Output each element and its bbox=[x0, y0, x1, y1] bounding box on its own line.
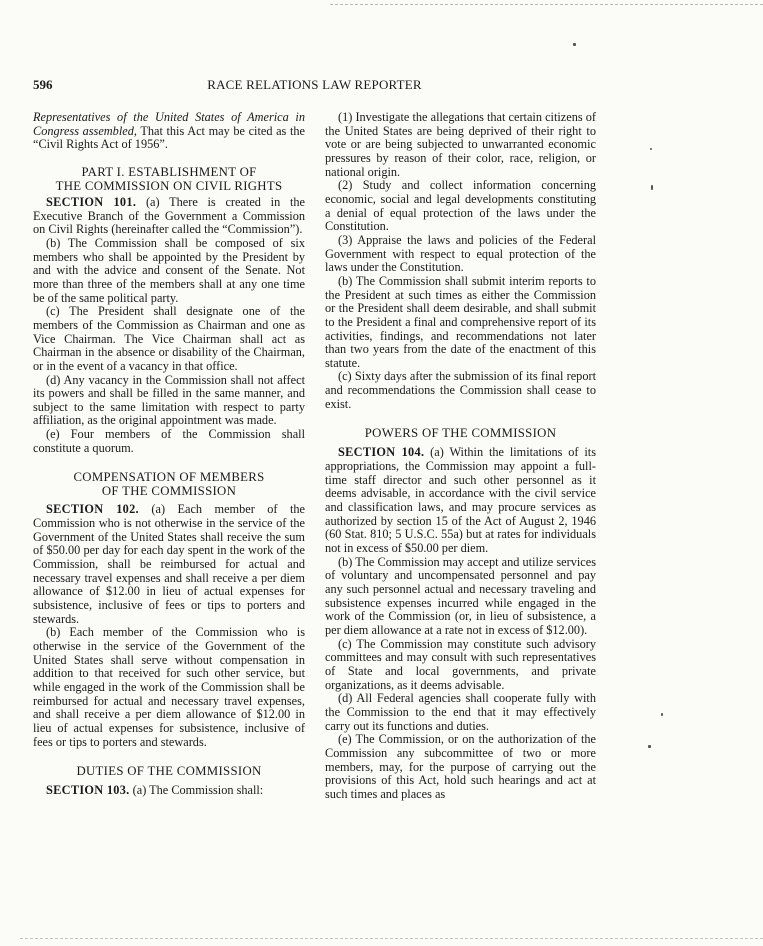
section-101-c: (c) The President shall designate one of the members of the Commission as Chairman and one as Vice Chairman. The Vice Chairman shall act as Chairman in the absence or disability of the Chairman, or in the event of a vacancy in that office. bbox=[33, 304, 305, 373]
section-103-a-2: (2) Study and collect information concerning economic, social and legal developments constituting a denial of equal protection of the laws under the Constitution. bbox=[325, 178, 596, 234]
scan-speck bbox=[650, 148, 652, 150]
section-101-label: SECTION 101. bbox=[46, 194, 137, 209]
part-heading-line2: THE COMMISSION ON CIVIL RIGHTS bbox=[55, 178, 283, 193]
compensation-heading bbox=[33, 470, 305, 498]
section-104-e: (e) The Commission, or on the authorization of the Commission any subcommittee of two or more members, may, for the purpose of carrying out the provisions of this Act, hold such hearings and act at such times and places as bbox=[325, 732, 596, 801]
duties-heading: DUTIES OF THE COMMISSION bbox=[76, 764, 262, 779]
enacting-clause-rest: That this Act may be cited as the “Civil Rights Act of 1956”. bbox=[33, 123, 305, 152]
top-edge-dashes bbox=[330, 4, 763, 5]
section-103-a-1: (1) Investigate the allegations that certain citizens of the United States are being deprived of their right to vote or are being subjected to unwarranted economic pressures by reason of their color, race, religion, or national origin. bbox=[325, 110, 596, 179]
part-heading-line1: PART I. ESTABLISHMENT OF bbox=[81, 164, 257, 179]
page-number: 596 bbox=[33, 77, 53, 92]
section-103-c: (c) Sixty days after the submission of its final report and recommendations the Commission shall cease to exist. bbox=[325, 369, 596, 411]
enacting-clause bbox=[33, 111, 305, 152]
bottom-edge-dashes bbox=[20, 938, 763, 939]
section-103-label: SECTION 103. bbox=[46, 783, 130, 798]
scan-speck bbox=[661, 713, 663, 716]
section-104-d: (d) All Federal agencies shall cooperate fully with the Commission to the end that it may effectively carry out its functions and duties. bbox=[325, 691, 596, 733]
section-101-a bbox=[33, 196, 305, 237]
section-104-b: (b) The Commission may accept and utilize services of voluntary and uncompensated personnel and pay any such personnel actual and necessary traveling and subsistence expenses incurred while engaged in the work of the Commission (or, in lieu of subsistence, a per diem allowance at a rate not in excess of $12.00). bbox=[325, 554, 596, 637]
section-103-a bbox=[33, 784, 305, 798]
running-head: RACE RELATIONS LAW REPORTER bbox=[207, 77, 422, 92]
scan-speck bbox=[651, 185, 653, 190]
section-102-b: (b) Each member of the Commission who is otherwise in the service of the Government of the United States shall serve without compensation in addition to that received for such other service, but while engaged in the work of the Commission shall be reimbursed for actual and necessary travel expenses, and shall receive a per diem allowance of $12.00 in lieu of actual expenses for subsistence, inclusive of fees or tips to porters and stewards. bbox=[33, 625, 305, 749]
scan-speck bbox=[648, 745, 651, 748]
section-104-a-text: (a) Within the limitations of its appropriations, the Commission may appoint a full-time staff director and such other personnel as it deems advisable, in accordance with the civil service and classification laws, and may procure services as authorized by section 15 of the Act of August 2, 1946 (60 Stat. 810; 5 U.S.C. 55a) but at rates for individuals not in excess of $50.00 per diem. bbox=[325, 445, 596, 556]
section-101-d: (d) Any vacancy in the Commission shall not affect its powers and shall be filled in the same manner, and subject to the same limitation with respect to party affiliation, as the original appointment was made. bbox=[33, 372, 305, 428]
section-104-c: (c) The Commission may constitute such advisory committees and may consult with such representatives of State and local governments, and private organizations, as it deems advisable. bbox=[325, 636, 596, 692]
compensation-heading-line2: OF THE COMMISSION bbox=[101, 484, 237, 499]
section-102-label: SECTION 102. bbox=[46, 502, 139, 517]
page-header bbox=[33, 77, 596, 95]
section-103-a-3: (3) Appraise the laws and policies of the Federal Government with respect to equal protection of the laws under the Constitution. bbox=[325, 232, 596, 275]
section-104-a bbox=[325, 446, 596, 555]
section-102-a-text: (a) Each member of the Commission who is not otherwise in the service of the Government of the United States shall receive the sum of $50.00 per day for each day spent in the work of the Commission, shall be reimbursed for actual and necessary travel expenses and shall receive a per diem allowance of $12.00 in lieu of actual expenses for subsistence, inclusive of fees or tips to porters and stewards. bbox=[33, 502, 305, 626]
section-101-a-text: (a) There is created in the Executive Branch of the Government a Commission on Civil Rights (hereinafter called the “Commission”). bbox=[33, 194, 305, 237]
scan-speck bbox=[573, 43, 576, 46]
enacting-clause-italic: Representatives of the United States of America in Congress assembled, bbox=[33, 110, 305, 138]
right-column bbox=[325, 111, 596, 802]
section-102-a bbox=[33, 503, 305, 626]
left-column bbox=[33, 111, 305, 798]
section-103-a-text: (a) The Commission shall: bbox=[129, 783, 264, 798]
part-heading bbox=[33, 165, 305, 193]
compensation-heading-line1: COMPENSATION OF MEMBERS bbox=[73, 470, 265, 485]
powers-heading: POWERS OF THE COMMISSION bbox=[364, 426, 557, 441]
section-101-e: (e) Four members of the Commission shall constitute a quorum. bbox=[33, 427, 305, 455]
section-101-b: (b) The Commission shall be composed of six members who shall be appointed by the President by and with the advice and consent of the Senate. Not more than three of the members shall at any one time be of the same political party. bbox=[33, 235, 305, 305]
section-104-label: SECTION 104. bbox=[338, 445, 425, 460]
section-103-b: (b) The Commission shall submit interim reports to the President at such times as either the Commission or the President shall deem desirable, and shall submit to the President a final and comprehensive report of its activities, findings, and recommendations not later than two years from the date of the enactment of this statute. bbox=[325, 273, 596, 370]
